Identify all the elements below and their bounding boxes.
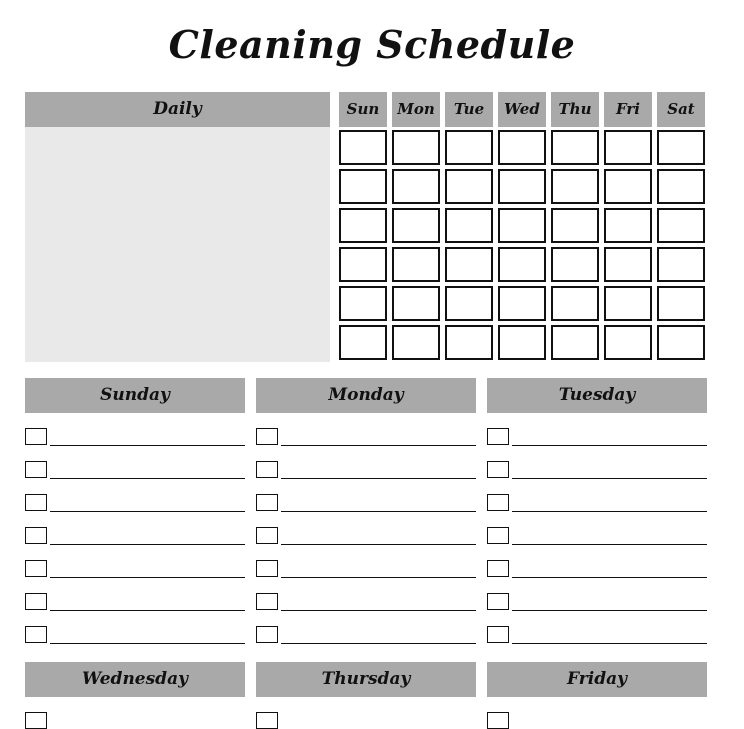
task-checkbox[interactable] [25, 560, 47, 577]
page-title: Cleaning Schedule [168, 22, 576, 67]
daily-checkbox[interactable] [604, 208, 652, 243]
section-header-friday: Friday [487, 662, 707, 697]
daily-checkbox[interactable] [392, 130, 440, 165]
daily-checkbox[interactable] [445, 208, 493, 243]
task-line[interactable] [50, 577, 245, 578]
day-header-wed: Wed [498, 92, 546, 127]
daily-checkbox[interactable] [604, 247, 652, 282]
daily-checkbox[interactable] [392, 169, 440, 204]
task-checkbox[interactable] [256, 494, 278, 511]
task-checkbox[interactable] [25, 593, 47, 610]
task-line[interactable] [50, 478, 245, 479]
task-line[interactable] [50, 610, 245, 611]
task-checkbox[interactable] [25, 626, 47, 643]
daily-checkbox[interactable] [339, 286, 387, 321]
daily-checkbox[interactable] [445, 247, 493, 282]
task-checkbox[interactable] [256, 712, 278, 729]
daily-checkbox[interactable] [657, 247, 705, 282]
daily-checkbox[interactable] [498, 169, 546, 204]
task-checkbox[interactable] [25, 712, 47, 729]
daily-checkbox[interactable] [657, 286, 705, 321]
daily-checkbox[interactable] [392, 325, 440, 360]
daily-checkbox[interactable] [445, 286, 493, 321]
task-line[interactable] [50, 511, 245, 512]
daily-checkbox[interactable] [657, 169, 705, 204]
daily-checkbox[interactable] [657, 208, 705, 243]
daily-task-area[interactable] [25, 127, 330, 362]
daily-checkbox[interactable] [551, 208, 599, 243]
daily-checkbox[interactable] [339, 130, 387, 165]
daily-checkbox[interactable] [498, 247, 546, 282]
task-line[interactable] [281, 577, 476, 578]
task-checkbox[interactable] [487, 461, 509, 478]
task-checkbox[interactable] [487, 428, 509, 445]
daily-checkbox[interactable] [445, 325, 493, 360]
task-checkbox[interactable] [487, 560, 509, 577]
task-line[interactable] [512, 478, 707, 479]
day-header-sat: Sat [657, 92, 705, 127]
task-checkbox[interactable] [487, 593, 509, 610]
section-header-sunday: Sunday [25, 378, 245, 413]
section-header-monday: Monday [256, 378, 476, 413]
daily-checkbox[interactable] [551, 247, 599, 282]
task-line[interactable] [281, 544, 476, 545]
task-line[interactable] [281, 610, 476, 611]
task-checkbox[interactable] [256, 560, 278, 577]
daily-checkbox[interactable] [392, 208, 440, 243]
task-line[interactable] [512, 511, 707, 512]
daily-header: Daily [25, 92, 330, 127]
task-line[interactable] [512, 610, 707, 611]
daily-checkbox[interactable] [498, 325, 546, 360]
task-line[interactable] [512, 544, 707, 545]
daily-checkbox[interactable] [339, 169, 387, 204]
daily-checkbox[interactable] [657, 325, 705, 360]
daily-checkbox[interactable] [339, 208, 387, 243]
task-line[interactable] [281, 643, 476, 644]
day-header-thu: Thu [551, 92, 599, 127]
task-checkbox[interactable] [256, 428, 278, 445]
task-line[interactable] [281, 511, 476, 512]
daily-checkbox[interactable] [498, 208, 546, 243]
task-line[interactable] [281, 478, 476, 479]
task-line[interactable] [50, 544, 245, 545]
daily-checkbox[interactable] [498, 130, 546, 165]
task-checkbox[interactable] [256, 527, 278, 544]
task-checkbox[interactable] [25, 494, 47, 511]
daily-checkbox[interactable] [604, 325, 652, 360]
task-line[interactable] [50, 445, 245, 446]
task-line[interactable] [50, 643, 245, 644]
daily-checkbox[interactable] [551, 286, 599, 321]
daily-checkbox[interactable] [339, 325, 387, 360]
section-header-tuesday: Tuesday [487, 378, 707, 413]
task-checkbox[interactable] [25, 461, 47, 478]
daily-checkbox[interactable] [339, 247, 387, 282]
day-header-mon: Mon [392, 92, 440, 127]
task-checkbox[interactable] [256, 461, 278, 478]
daily-checkbox[interactable] [445, 130, 493, 165]
daily-checkbox[interactable] [551, 169, 599, 204]
daily-checkbox[interactable] [551, 130, 599, 165]
task-line[interactable] [512, 577, 707, 578]
daily-checkbox[interactable] [392, 247, 440, 282]
section-header-wednesday: Wednesday [25, 662, 245, 697]
daily-checkbox[interactable] [604, 286, 652, 321]
daily-checkbox[interactable] [392, 286, 440, 321]
task-checkbox[interactable] [25, 428, 47, 445]
daily-checkbox[interactable] [551, 325, 599, 360]
task-checkbox[interactable] [487, 626, 509, 643]
task-line[interactable] [512, 643, 707, 644]
task-checkbox[interactable] [25, 527, 47, 544]
section-header-thursday: Thursday [256, 662, 476, 697]
daily-checkbox[interactable] [604, 169, 652, 204]
day-header-fri: Fri [604, 92, 652, 127]
daily-checkbox[interactable] [498, 286, 546, 321]
task-line[interactable] [512, 445, 707, 446]
daily-checkbox[interactable] [657, 130, 705, 165]
task-checkbox[interactable] [487, 712, 509, 729]
daily-checkbox[interactable] [445, 169, 493, 204]
day-header-tue: Tue [445, 92, 493, 127]
day-header-sun: Sun [339, 92, 387, 127]
task-checkbox[interactable] [256, 593, 278, 610]
task-line[interactable] [281, 445, 476, 446]
task-checkbox[interactable] [256, 626, 278, 643]
task-checkbox[interactable] [487, 527, 509, 544]
task-checkbox[interactable] [487, 494, 509, 511]
daily-checkbox[interactable] [604, 130, 652, 165]
